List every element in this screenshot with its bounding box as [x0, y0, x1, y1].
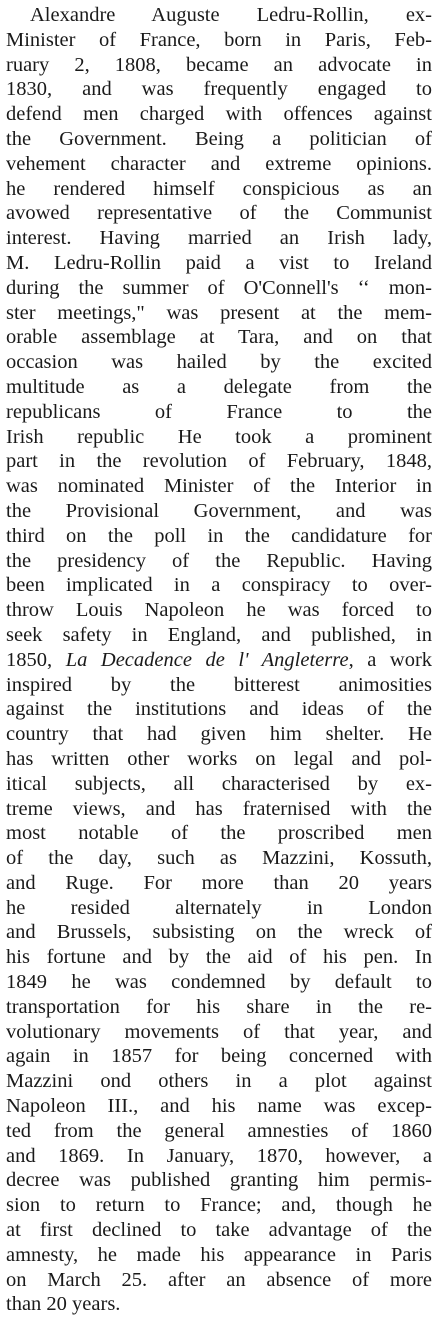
text-line: vehement character and extreme opinions. — [6, 152, 432, 175]
text-line: and 1869. In January, 1870, however, a — [6, 1144, 432, 1167]
text-line: than 20 years. — [6, 1293, 121, 1316]
text-line: itical subjects, all characterised by ex- — [6, 772, 432, 795]
text-line: on March 25. after an absence of more — [6, 1268, 432, 1291]
text-line: interest. Having married an Irish lady, — [6, 227, 432, 250]
text-line: seek safety in England, and published, in — [6, 623, 432, 646]
text-line: of the day, such as Mazzini, Kossuth, — [6, 847, 432, 870]
text-line: again in 1857 for being concerned with — [6, 1045, 432, 1068]
text-line: and Ruge. For more than 20 years — [6, 871, 432, 894]
text-line: Minister of France, born in Paris, Feb- — [6, 28, 432, 51]
text-line: third on the poll in the candidature for — [6, 524, 432, 547]
text-line: inspired by the bitterest animosities — [6, 673, 432, 696]
text-line: occasion was hailed by the excited — [6, 351, 432, 374]
text-line: country that had given him shelter. He — [6, 723, 432, 746]
text-line: Mazzini ond others in a plot against — [6, 1070, 432, 1093]
text-line: part in the revolution of February, 1848, — [6, 450, 432, 473]
text-line: ruary 2, 1808, became an advocate in — [6, 53, 432, 76]
text-segment: 1850, — [6, 648, 66, 671]
text-line: been implicated in a conspiracy to over- — [6, 574, 432, 597]
text-line: multitude as a delegate from the — [6, 375, 432, 398]
text-line: the Provisional Government, and was — [6, 499, 432, 522]
text-line: transportation for his share in the re- — [6, 995, 432, 1018]
text-line: treme views, and has fraternised with the — [6, 797, 432, 820]
text-line: avowed representative of the Communist — [6, 202, 432, 225]
text-line: Napoleon III., and his name was excep- — [6, 1095, 432, 1118]
text-line: volutionary movements of that year, and — [6, 1020, 432, 1043]
article-column — [6, 3, 432, 1317]
text-line: during the summer of O'Connell's ‘‘ mon- — [6, 276, 432, 299]
text-line: at first declined to take advantage of the — [6, 1219, 432, 1242]
text-line: sion to return to France; and, though he — [6, 1194, 432, 1217]
text-line: amnesty, he made his appearance in Paris — [6, 1243, 432, 1266]
text-line: he resided alternately in London — [6, 896, 432, 919]
text-line: most notable of the proscribed men — [6, 822, 432, 845]
text-segment: , a work — [348, 648, 433, 671]
text-line: against the institutions and ideas of the — [6, 698, 432, 721]
text-line: his fortune and by the aid of his pen. In — [6, 946, 432, 969]
text-line: republicans of France to the — [6, 400, 432, 423]
text-line: Irish republic He took a prominent — [6, 425, 432, 448]
text-line: defend men charged with offences against — [6, 103, 432, 126]
text-line: was nominated Minister of the Interior in — [6, 475, 432, 498]
text-line: the presidency of the Republic. Having — [6, 549, 432, 572]
text-line: he rendered himself conspicious as an — [6, 177, 432, 200]
text-line-with-title — [6, 648, 432, 673]
text-line: ted from the general amnesties of 1860 — [6, 1119, 432, 1142]
text-line: has written other works on legal and pol- — [6, 747, 432, 770]
book-title: La Decadence de l' Angleterre — [65, 648, 349, 671]
text-line: orable assemblage at Tara, and on that — [6, 326, 432, 349]
text-line: M. Ledru-Rollin paid a vist to Ireland — [6, 251, 432, 274]
text-line: throw Louis Napoleon he was forced to — [6, 599, 432, 622]
text-line: ster meetings," was present at the mem- — [6, 301, 432, 324]
text-line: 1849 he was condemned by default to — [6, 971, 432, 994]
text-line: 1830, and was frequently engaged to — [6, 78, 432, 101]
text-line: decree was published granting him permis- — [6, 1169, 432, 1192]
text-line: and Brussels, subsisting on the wreck of — [6, 921, 432, 944]
text-line: the Government. Being a politician of — [6, 127, 432, 150]
text-line: Alexandre Auguste Ledru-Rollin, ex- — [30, 4, 432, 26]
